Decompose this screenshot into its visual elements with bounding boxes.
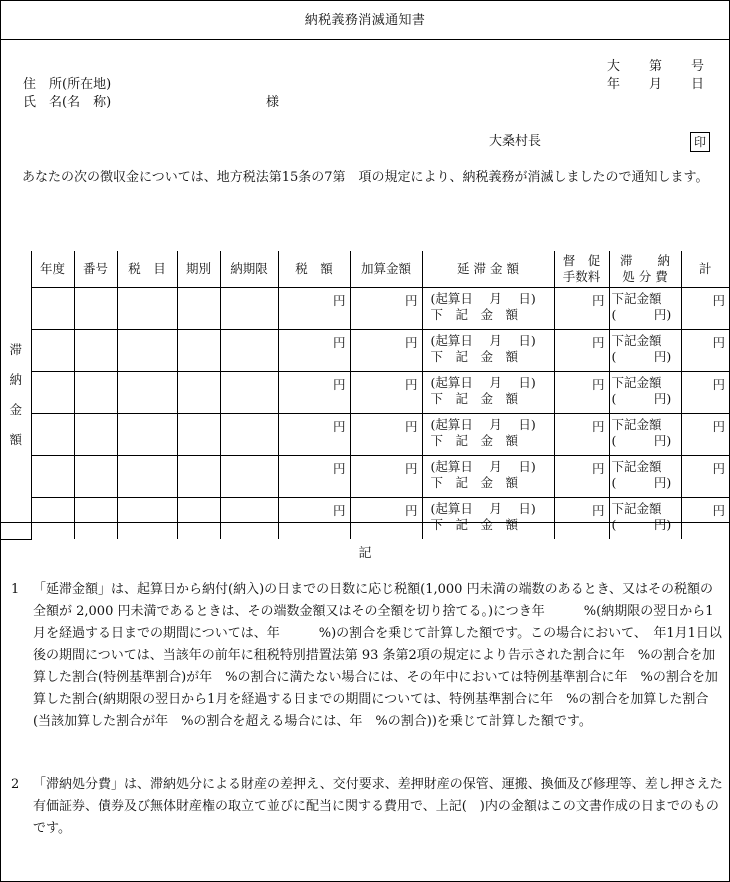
disposition-fee-cell: [609, 330, 681, 372]
honorific: 様: [266, 95, 280, 110]
period-cell: [177, 330, 220, 372]
table-header-row: [1, 251, 729, 288]
note-number: 2: [11, 777, 20, 792]
delinquency-cell-line: 下 記 金 額: [430, 475, 519, 490]
number-cell: [74, 414, 117, 456]
issuer-name: 大桑村長: [489, 134, 542, 149]
surcharge-cell: 円: [350, 414, 422, 456]
header-tax-item: 税 目: [117, 251, 177, 288]
tax-amount-cell: 円: [278, 456, 350, 498]
tax-amount-cell: 円: [278, 288, 350, 330]
issue-date: 年 月 日: [607, 77, 706, 92]
total-cell: 円: [681, 456, 729, 498]
year-cell: [31, 330, 74, 372]
demand-fee-cell: 円: [554, 498, 609, 540]
total-cell: 円: [681, 330, 729, 372]
disposition-fee-cell-line: 下記金額: [611, 375, 662, 390]
delinquency-cell-line: (起算日 月 日): [430, 291, 536, 306]
seal-stamp: 印: [690, 132, 710, 152]
disposition-fee-cell-line: ( 円): [611, 517, 672, 532]
delinquency-cell: [422, 372, 554, 414]
year-cell: [31, 372, 74, 414]
year-cell: [31, 288, 74, 330]
disposition-fee-cell-line: ( 円): [611, 433, 672, 448]
total-cell: 円: [681, 288, 729, 330]
tax-amount-cell: 円: [278, 498, 350, 540]
disposition-fee-cell-line: 下記金額: [611, 333, 662, 348]
disposition-fee-cell-line: 下記金額: [611, 291, 662, 306]
disposition-fee-cell: [609, 456, 681, 498]
tax-amount-cell: 円: [278, 330, 350, 372]
year-cell: [31, 414, 74, 456]
demand-fee-cell: 円: [554, 372, 609, 414]
period-cell: [177, 498, 220, 540]
disposition-fee-cell-line: ( 円): [611, 349, 672, 364]
title-divider: [1, 39, 729, 40]
header-delinquency: 延 滞 金 額: [422, 251, 554, 288]
table-row: [1, 288, 729, 330]
period-cell: [177, 414, 220, 456]
notes-heading: 記: [358, 546, 372, 561]
surcharge-cell: 円: [350, 372, 422, 414]
table-row: [1, 372, 729, 414]
disposition-fee-cell: [609, 498, 681, 540]
surcharge-cell: 円: [350, 288, 422, 330]
address-label: 住 所(所在地): [23, 77, 112, 92]
surcharge-cell: 円: [350, 498, 422, 540]
table-row: [1, 414, 729, 456]
disposition-fee-cell-line: ( 円): [611, 391, 672, 406]
delinquency-cell-line: 下 記 金 額: [430, 349, 519, 364]
notice-text: あなたの次の徴収金については、地方税法第15条の7第 項の規定により、納税義務が消滅しましたので通知します。: [22, 170, 709, 185]
delinquency-cell: [422, 288, 554, 330]
name-label: 氏 名(名 称): [23, 95, 112, 110]
surcharge-cell: 円: [350, 330, 422, 372]
header-demand-fee: 督 促 手数料: [554, 251, 609, 288]
header-period: 期別: [177, 251, 220, 288]
header-total: 計: [681, 251, 729, 288]
surcharge-cell: 円: [350, 456, 422, 498]
tax-amount-cell: 円: [278, 372, 350, 414]
delinquency-cell: [422, 456, 554, 498]
note-item-1: [9, 579, 723, 733]
note-item-2: [9, 774, 723, 840]
delinquency-cell-line: (起算日 月 日): [430, 375, 536, 390]
disposition-fee-cell-line: 下記金額: [611, 459, 662, 474]
delinquency-cell-line: 下 記 金 額: [430, 433, 519, 448]
table-bottom-border: [1, 522, 729, 523]
delinquency-cell-line: (起算日 月 日): [430, 501, 536, 516]
table-row: [1, 456, 729, 498]
delinquency-cell-line: 下 記 金 額: [430, 391, 519, 406]
delinquency-cell-line: 下 記 金 額: [430, 307, 519, 322]
reference-number: 大 第 号: [607, 59, 706, 74]
year-cell: [31, 456, 74, 498]
delinquency-cell-line: (起算日 月 日): [430, 333, 536, 348]
header-number: 番号: [74, 251, 117, 288]
demand-fee-cell: 円: [554, 288, 609, 330]
arrears-side-label: 滞 納 金 額: [1, 251, 31, 539]
document-title: 納税義務消滅通知書: [304, 13, 426, 28]
total-cell: 円: [681, 498, 729, 540]
disposition-fee-cell: [609, 372, 681, 414]
tax-item-cell: [117, 372, 177, 414]
disposition-fee-cell-line: ( 円): [611, 307, 672, 322]
number-cell: [74, 498, 117, 540]
header-due-date: 納期限: [220, 251, 278, 288]
demand-fee-cell: 円: [554, 456, 609, 498]
number-cell: [74, 288, 117, 330]
tax-amount-cell: 円: [278, 414, 350, 456]
delinquency-cell: [422, 414, 554, 456]
year-cell: [31, 498, 74, 540]
number-cell: [74, 330, 117, 372]
delinquency-cell-line: 下 記 金 額: [430, 517, 519, 532]
disposition-fee-cell-line: 下記金額: [611, 501, 662, 516]
demand-fee-cell: 円: [554, 330, 609, 372]
disposition-fee-cell-line: 下記金額: [611, 417, 662, 432]
table-row: [1, 330, 729, 372]
delinquency-cell: [422, 330, 554, 372]
tax-item-cell: [117, 330, 177, 372]
disposition-fee-cell-line: ( 円): [611, 475, 672, 490]
number-cell: [74, 456, 117, 498]
note-text: 「延滞金額」は、起算日から納付(納入)の日までの日数に応じ税額(1,000 円未満の端数のあるとき、又はその税額の全額が 2,000 円未満であるときは、その端数金額又はその全額を切り捨てる。)につき年 %(納期限の翌日から1月を経過する日までの期間については、年 %)の割合を乗じて計算した額です。この場合において、 年1月1日以後の期間については、当該年の前年に租税特別措置法第 93 条第2項の規定により告示された割合に年 %の割合を加算した割合(特例基準割合)が年 %の割合に満たない場合には、その年中においては特例基準割合に年 %の割合を加算した割合(納期限の翌日から1月を経過する日までの期間については、特例基準割合に年 %の割合を加算した割合(当該加算した割合が年 %の割合を超える場合には、年 %の割合))を乗じて計算した額です。: [33, 582, 722, 729]
table-row: [1, 498, 729, 540]
header-tax-amount: 税 額: [278, 251, 350, 288]
due-date-cell: [220, 414, 278, 456]
period-cell: [177, 288, 220, 330]
number-cell: [74, 372, 117, 414]
total-cell: 円: [681, 372, 729, 414]
tax-item-cell: [117, 288, 177, 330]
delinquency-cell: [422, 498, 554, 540]
due-date-cell: [220, 330, 278, 372]
total-cell: 円: [681, 414, 729, 456]
tax-item-cell: [117, 414, 177, 456]
due-date-cell: [220, 288, 278, 330]
disposition-fee-cell: [609, 288, 681, 330]
header-surcharge: 加算金額: [350, 251, 422, 288]
period-cell: [177, 372, 220, 414]
header-year: 年度: [31, 251, 74, 288]
due-date-cell: [220, 456, 278, 498]
disposition-fee-cell: [609, 414, 681, 456]
period-cell: [177, 456, 220, 498]
demand-fee-cell: 円: [554, 414, 609, 456]
note-text: 「滞納処分費」は、滞納処分による財産の差押え、交付要求、差押財産の保管、運搬、換価及び修理等、差し押さえた有価証券、債券及び無体財産権の取立て並びに配当に関する費用で、上記( )内の金額はこの文書作成の日までのものです。: [33, 777, 723, 836]
delinquency-cell-line: (起算日 月 日): [430, 459, 536, 474]
tax-item-cell: [117, 498, 177, 540]
header-disposition-fee: 滞 納 処 分 費: [609, 251, 681, 288]
due-date-cell: [220, 498, 278, 540]
delinquency-cell-line: (起算日 月 日): [430, 417, 536, 432]
due-date-cell: [220, 372, 278, 414]
tax-item-cell: [117, 456, 177, 498]
arrears-table: [1, 251, 729, 540]
note-number: 1: [11, 582, 20, 597]
